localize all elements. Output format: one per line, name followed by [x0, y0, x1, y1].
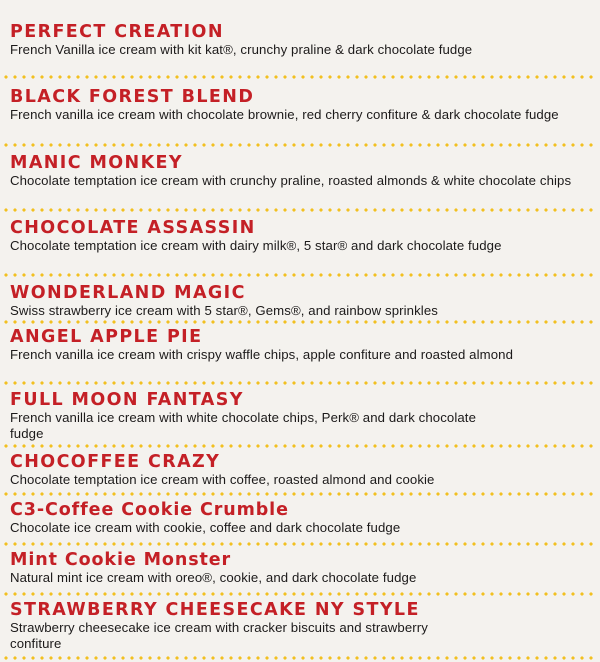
menu-item-description: Chocolate temptation ice cream with dairy milk®, 5 star® and dark chocolate fudge: [10, 238, 502, 253]
menu-item-title: ANGEL APPLE PIE: [10, 327, 203, 347]
menu-item-angel-apple-pie: [10, 327, 590, 363]
dotted-divider: [4, 381, 598, 385]
menu-item-manic-monkey: [10, 153, 590, 189]
menu-item-mint-cookie-monster: [10, 550, 590, 586]
dotted-divider: [4, 75, 598, 79]
menu-item-description: French vanilla ice cream with chocolate brownie, red cherry confiture & dark chocolate fudge: [10, 107, 559, 122]
menu-item-title: WONDERLAND MAGIC: [10, 283, 246, 303]
menu-item-title: STRAWBERRY CHEESECAKE NY STYLE: [10, 600, 420, 620]
dotted-divider: [4, 208, 598, 212]
menu-item-title: CHOCOFFEE CRAZY: [10, 452, 221, 472]
menu-item-description: Swiss strawberry ice cream with 5 star®, Gems®, and rainbow sprinkles: [10, 303, 438, 318]
menu-item-chocolate-assassin: [10, 218, 590, 254]
menu-item-perfect-creation: [10, 22, 590, 58]
menu-item-title: Mint Cookie Monster: [10, 550, 232, 570]
menu-item-title: PERFECT CREATION: [10, 22, 224, 42]
menu-item-chocoffee-crazy: [10, 452, 590, 488]
menu-item-title: BLACK FOREST BLEND: [10, 87, 255, 107]
menu-item-description: Natural mint ice cream with oreo®, cookie, and dark chocolate fudge: [10, 570, 417, 585]
menu-item-description: French vanilla ice cream with crispy waffle chips, apple confiture and roasted almond: [10, 347, 514, 362]
menu-item-full-moon-fantasy: [10, 390, 590, 441]
dotted-divider: [4, 273, 598, 277]
menu-item-description: French vanilla ice cream with white chocolate chips, Perk® and dark chocolate fudge: [10, 410, 477, 441]
dotted-divider: [4, 656, 598, 660]
dotted-divider: [4, 143, 598, 147]
menu-item-description: French Vanilla ice cream with kit kat®, crunchy praline & dark chocolate fudge: [10, 42, 473, 57]
menu-item-title: FULL MOON FANTASY: [10, 390, 244, 410]
menu-item-description: Chocolate ice cream with cookie, coffee and dark chocolate fudge: [10, 520, 401, 535]
dotted-divider: [4, 592, 598, 596]
dotted-divider: [4, 542, 598, 546]
menu-item-strawberry-cheesecake-ny-style: [10, 600, 590, 651]
dotted-divider: [4, 492, 598, 496]
dotted-divider: [4, 320, 598, 324]
menu-item-c3-coffee-cookie-crumble: [10, 500, 590, 536]
menu-item-description: Chocolate temptation ice cream with coffee, roasted almond and cookie: [10, 472, 435, 487]
menu-item-description: Chocolate temptation ice cream with crunchy praline, roasted almonds & white chocolate chips: [10, 173, 572, 188]
menu-item-title: C3-Coffee Cookie Crumble: [10, 500, 289, 520]
menu-item-title: MANIC MONKEY: [10, 153, 183, 173]
menu-item-title: CHOCOLATE ASSASSIN: [10, 218, 256, 238]
menu-item-wonderland-magic: [10, 283, 590, 319]
menu-item-black-forest-blend: [10, 87, 590, 123]
menu-item-description: Strawberry cheesecake ice cream with cracker biscuits and strawberry confiture: [10, 620, 428, 651]
dotted-divider: [4, 444, 598, 448]
